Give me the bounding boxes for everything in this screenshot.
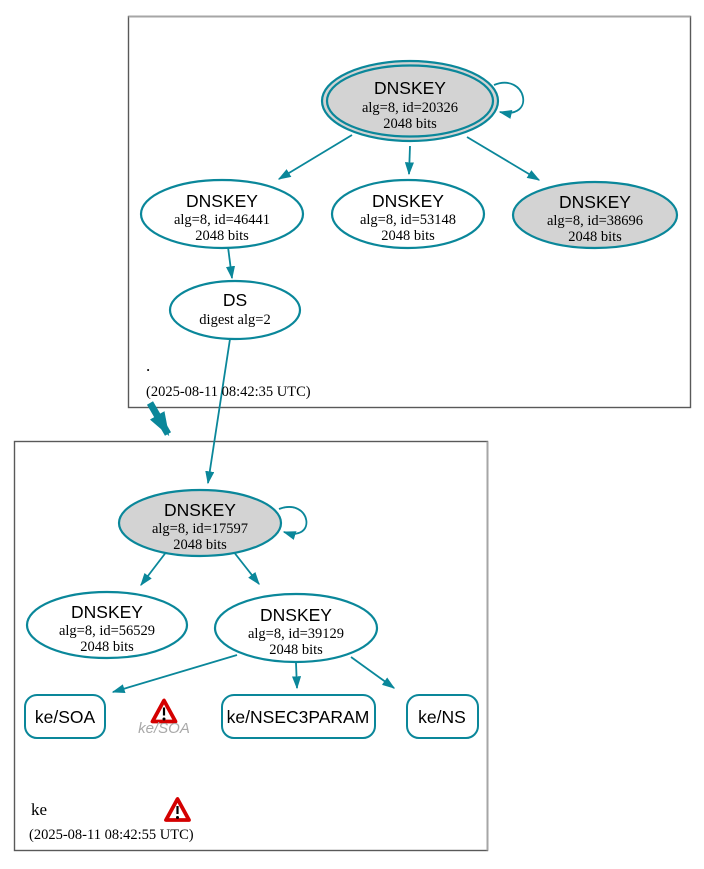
- node-algid: alg=8, id=46441: [173, 212, 271, 228]
- edge-39129-to-nsec3param: [296, 663, 297, 688]
- node-dnskey-56529[interactable]: [27, 592, 187, 658]
- node-ds[interactable]: [170, 281, 300, 339]
- node-bits: 2048 bits: [381, 228, 435, 244]
- edge-20326-to-53148: [409, 146, 410, 174]
- node-dnskey-39129[interactable]: [215, 594, 377, 662]
- edge-17597-to-56529: [141, 551, 167, 585]
- node-dnskey-20326[interactable]: [322, 61, 498, 141]
- zone-label-root: .: [146, 356, 151, 375]
- node-algid: alg=8, id=56529: [58, 623, 156, 639]
- node-rrset-ke-soa[interactable]: [25, 695, 105, 738]
- node-title: DNSKEY: [164, 500, 236, 520]
- node-dnskey-38696[interactable]: [513, 182, 677, 248]
- rrset-label: ke/NSEC3PARAM: [226, 707, 370, 727]
- node-rrset-ke-ns[interactable]: [407, 695, 478, 738]
- node-dnskey-17597[interactable]: [119, 490, 281, 556]
- zone-timestamp-root: (2025-08-11 08:42:35 UTC): [146, 384, 311, 400]
- node-dnskey-53148[interactable]: [332, 180, 484, 248]
- edge-39129-to-ns: [351, 657, 394, 688]
- node-algid: alg=8, id=38696: [546, 213, 644, 229]
- zone-label-ke: ke: [31, 800, 48, 819]
- edge-20326-to-46441: [279, 135, 352, 179]
- node-bits: 2048 bits: [269, 642, 323, 658]
- node-algid: alg=8, id=20326: [361, 100, 459, 116]
- node-title: DNSKEY: [559, 192, 631, 212]
- node-title: DS: [222, 290, 248, 310]
- edge-ds-to-17597: [208, 339, 230, 483]
- edge-39129-to-soa: [113, 655, 237, 692]
- edge-dnskey-17597-self-loop: [279, 507, 306, 534]
- rrset-label: ke/SOA: [34, 707, 96, 727]
- node-detail: digest alg=2: [199, 312, 271, 328]
- node-title: DNSKEY: [186, 191, 258, 211]
- edge-20326-to-38696: [467, 137, 539, 180]
- zone-timestamp-ke: (2025-08-11 08:42:55 UTC): [29, 827, 194, 843]
- node-bits: 2048 bits: [195, 228, 249, 244]
- warning-icon-ke-zone[interactable]: [166, 799, 189, 820]
- node-title: DNSKEY: [372, 191, 444, 211]
- edge-17597-to-39129: [233, 551, 259, 584]
- node-bits: 2048 bits: [173, 537, 227, 553]
- node-bits: 2048 bits: [568, 229, 622, 245]
- node-algid: alg=8, id=17597: [151, 521, 249, 537]
- node-dnskey-46441[interactable]: [141, 180, 303, 248]
- node-title: DNSKEY: [260, 605, 332, 625]
- node-rrset-ke-nsec3param[interactable]: [222, 695, 375, 738]
- node-algid: alg=8, id=53148: [359, 212, 457, 228]
- edge-46441-to-ds: [228, 247, 232, 278]
- node-bits: 2048 bits: [80, 639, 134, 655]
- node-algid: alg=8, id=39129: [247, 626, 345, 642]
- node-title: DNSKEY: [374, 78, 446, 98]
- missing-rrset-label-soa: ke/SOA: [138, 720, 190, 737]
- node-title: DNSKEY: [71, 602, 143, 622]
- rrset-label: ke/NS: [418, 707, 466, 727]
- warning-icon-soa[interactable]: [153, 701, 176, 722]
- warning-exclamation-dot: [176, 816, 179, 819]
- node-bits: 2048 bits: [383, 116, 437, 132]
